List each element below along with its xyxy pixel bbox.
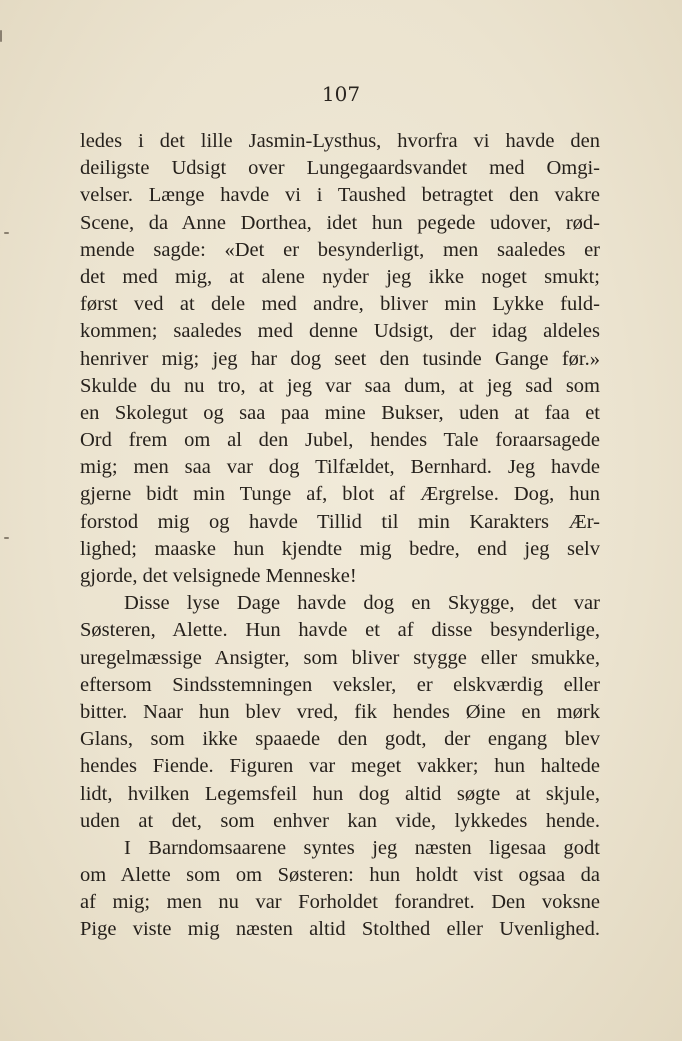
body-text	[80, 128, 600, 944]
text-line: Disse lyse Dage havde dog en Skygge, det var	[124, 592, 600, 615]
text-line: velser. Længe havde vi i Taushed betragtet den vakre	[80, 184, 600, 207]
text-line: forstod mig og havde Tillid til min Karakters Ær-	[80, 510, 600, 533]
text-line: lighed; maaske hun kjendte mig bedre, end jeg selv	[80, 537, 600, 560]
text-line: Søsteren, Alette. Hun havde et af disse besynderlige,	[80, 619, 600, 642]
margin-mark	[4, 537, 9, 539]
text-line: kommen; saaledes med denne Udsigt, der idag aldeles	[80, 320, 600, 343]
text-line: Skulde du nu tro, at jeg var saa dum, at jeg sad som	[80, 374, 600, 397]
text-line: hendes Fiende. Figuren var meget vakker; hun haltede	[80, 755, 600, 778]
text-line: uden at det, som enhver kan vide, lykkedes hende.	[80, 809, 600, 832]
text-line: mende sagde: «Det er besynderligt, men saaledes er	[80, 238, 600, 261]
margin-mark	[0, 30, 2, 42]
text-line: ledes i det lille Jasmin-Lysthus, hvorfra vi havde den	[80, 130, 600, 152]
text-line: gjerne bidt min Tunge af, blot af Ærgrelse. Dog, hun	[80, 483, 600, 506]
text-line: det med mig, at alene nyder jeg ikke noget smukt;	[80, 265, 600, 288]
text-line: først ved at dele med andre, bliver min Lykke fuld-	[80, 293, 600, 316]
text-line: lidt, hvilken Legemsfeil hun dog altid søgte at skjule,	[80, 782, 600, 805]
text-line: Scene, da Anne Dorthea, idet hun pegede udover, rød-	[80, 211, 600, 234]
text-line: mig; men saa var dog Tilfældet, Bernhard. Jeg havde	[80, 456, 600, 479]
text-line: Ord frem om al den Jubel, hendes Tale foraarsagede	[80, 429, 600, 452]
text-line: I Barndomsaarene syntes jeg næsten ligesaa godt	[124, 836, 600, 859]
text-line: uregelmæssige Ansigter, som bliver stygge eller smukke,	[80, 646, 600, 669]
text-line: gjorde, det velsignede Menneske!	[80, 565, 357, 587]
text-line: en Skolegut og saa paa mine Bukser, uden at faa et	[80, 401, 600, 424]
text-line: eftersom Sindsstemningen veksler, er elskværdig eller	[80, 673, 600, 696]
text-line: henriver mig; jeg har dog seet den tusinde Gange før.»	[80, 347, 600, 370]
page-number: 107	[321, 82, 361, 106]
text-line: Glans, som ikke spaaede den godt, der engang blev	[80, 728, 600, 751]
text-line: om Alette som om Søsteren: hun holdt vist ogsaa da	[80, 864, 600, 887]
margin-mark	[4, 232, 9, 234]
text-line: af mig; men nu var Forholdet forandret. Den voksne	[80, 891, 600, 914]
text-line: deiligste Udsigt over Lungegaardsvandet med Omgi-	[80, 157, 600, 180]
text-line: bitter. Naar hun blev vred, fik hendes Øine en mørk	[80, 700, 600, 723]
text-line: Pige viste mig næsten altid Stolthed eller Uvenlighed.	[80, 918, 600, 941]
